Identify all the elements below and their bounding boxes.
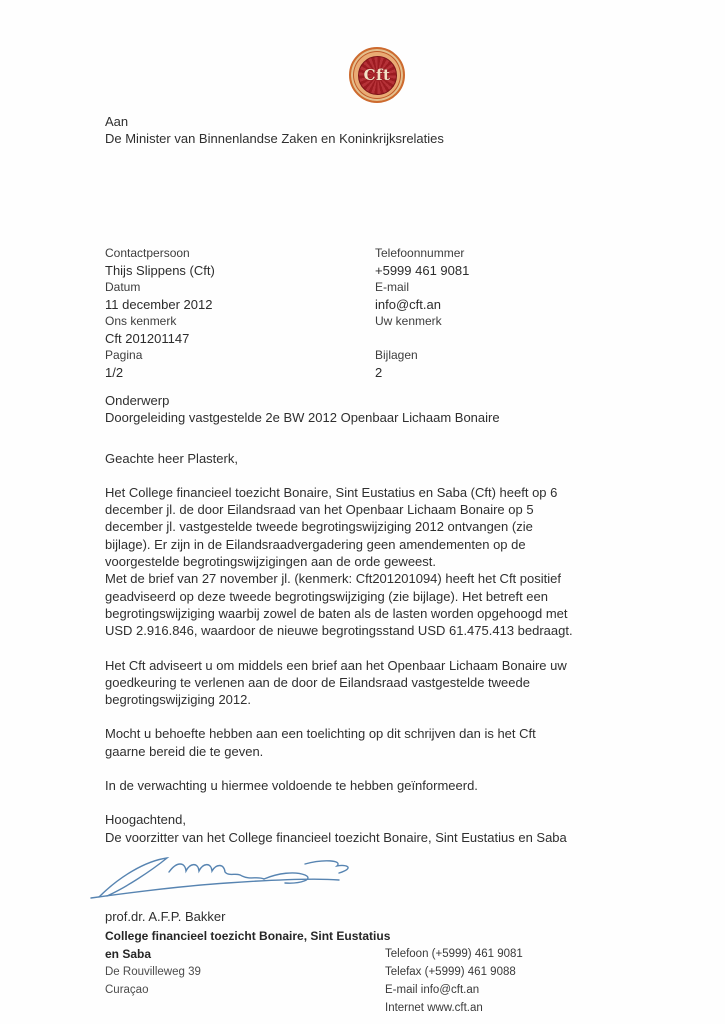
meta-label-bijlagen: Bijlagen	[375, 348, 418, 362]
meta-block	[105, 245, 605, 381]
meta-value-email: info@cft.an	[375, 297, 441, 312]
signature-scribble	[87, 850, 387, 906]
meta-label-email: E-mail	[375, 280, 410, 294]
meta-value-bijlagen: 2	[375, 365, 383, 380]
footer-org-line-2: en Saba	[105, 947, 152, 961]
signature-image	[87, 850, 579, 906]
meta-value-telefoonnummer: +5999 461 9081	[375, 263, 470, 278]
meta-label-contactpersoon: Contactpersoon	[105, 246, 190, 260]
footer-address-street: De Rouvilleweg 39	[105, 966, 201, 978]
addressee-line-2: De Minister van Binnenlandse Zaken en Koninkrijksrelaties	[105, 131, 444, 146]
meta-value-datum: 11 december 2012	[105, 297, 213, 312]
closing-line-2: De voorzitter van het College financieel toezicht Bonaire, Sint Eustatius en Saba	[105, 829, 567, 845]
body-paragraph-4: Mocht u behoefte hebben aan een toelichting op dit schrijven dan is het Cft gaarne bereid die te geven.	[105, 726, 536, 759]
footer-contact-internet: Internet www.cft.an	[385, 1002, 483, 1014]
meta-label-uw-kenmerk: Uw kenmerk	[375, 314, 442, 328]
meta-row	[105, 313, 605, 347]
meta-value-contactpersoon: Thijs Slippens (Cft)	[105, 263, 215, 278]
salutation: Geachte heer Plasterk,	[105, 450, 238, 466]
meta-value-pagina: 1/2	[105, 365, 124, 380]
meta-value-ons-kenmerk: Cft 201201147	[105, 331, 190, 346]
body-paragraph-1: Het College financieel toezicht Bonaire, Sint Eustatius en Saba (Cft) heeft op 6 december jl. de door Eilandsraad van het Openbaar Lichaam Bonaire op 5 december jl. vastgestelde tweede begrotingswijziging 2012 ontvangen (zie bijlage). Er zijn in de Eilandsraadvergadering geen amendementen op de voorgestelde begrotingswijzigingen aan de orde geweest.	[105, 484, 558, 570]
meta-row	[105, 347, 605, 381]
meta-label-datum: Datum	[105, 280, 141, 294]
cft-seal-logo	[349, 47, 405, 103]
addressee-line-1: Aan	[105, 114, 129, 129]
footer-organization-block	[105, 927, 390, 999]
closing-block	[105, 811, 579, 846]
footer-contact-block	[385, 945, 523, 1017]
meta-label-pagina: Pagina	[105, 348, 143, 362]
footer-org-line-1: College financieel toezicht Bonaire, Sint Eustatius	[105, 929, 391, 943]
letter-body	[105, 392, 579, 925]
addressee-block	[105, 113, 444, 147]
meta-label-ons-kenmerk: Ons kenmerk	[105, 314, 177, 328]
cft-logo-text: Cft	[363, 66, 391, 84]
meta-row	[105, 279, 605, 313]
body-paragraph-3: Het Cft adviseert u om middels een brief aan het Openbaar Lichaam Bonaire uw goedkeuring te verlenen aan de door de Eilandsraad vastgestelde tweede begrotingswijziging 2012.	[105, 657, 567, 708]
cft-seal-center	[358, 56, 397, 95]
subject-label: Onderwerp	[105, 393, 170, 408]
subject-text: Doorgeleiding vastgestelde 2e BW 2012 Openbaar Lichaam Bonaire	[105, 410, 500, 426]
body-paragraph-5: In de verwachting u hiermee voldoende te hebben geïnformeerd.	[105, 778, 478, 794]
body-paragraph-2: Met de brief van 27 november jl. (kenmerk: Cft201201094) heeft het Cft positief geadviseerd op deze tweede begrotingswijziging (zie bijlage). Het betreft een begrotingswijziging waarbij zowel de baten als de lasten worden opgehoogd met USD 2.916.846, waardoor de nieuwe begrotingsstand USD 61.475.413 bedraagt.	[105, 571, 573, 639]
footer-contact-telefax: Telefax (+5999) 461 9088	[385, 966, 516, 978]
footer-contact-email: E-mail info@cft.an	[385, 984, 480, 996]
meta-value-uw-kenmerk	[375, 330, 605, 347]
meta-row	[105, 245, 605, 279]
signer-name: prof.dr. A.F.P. Bakker	[105, 908, 226, 924]
footer-contact-telefoon: Telefoon (+5999) 461 9081	[385, 948, 523, 960]
meta-label-telefoonnummer: Telefoonnummer	[375, 246, 465, 260]
closing-line-1: Hoogachtend,	[105, 812, 186, 828]
footer-address-city: Curaçao	[105, 984, 149, 996]
